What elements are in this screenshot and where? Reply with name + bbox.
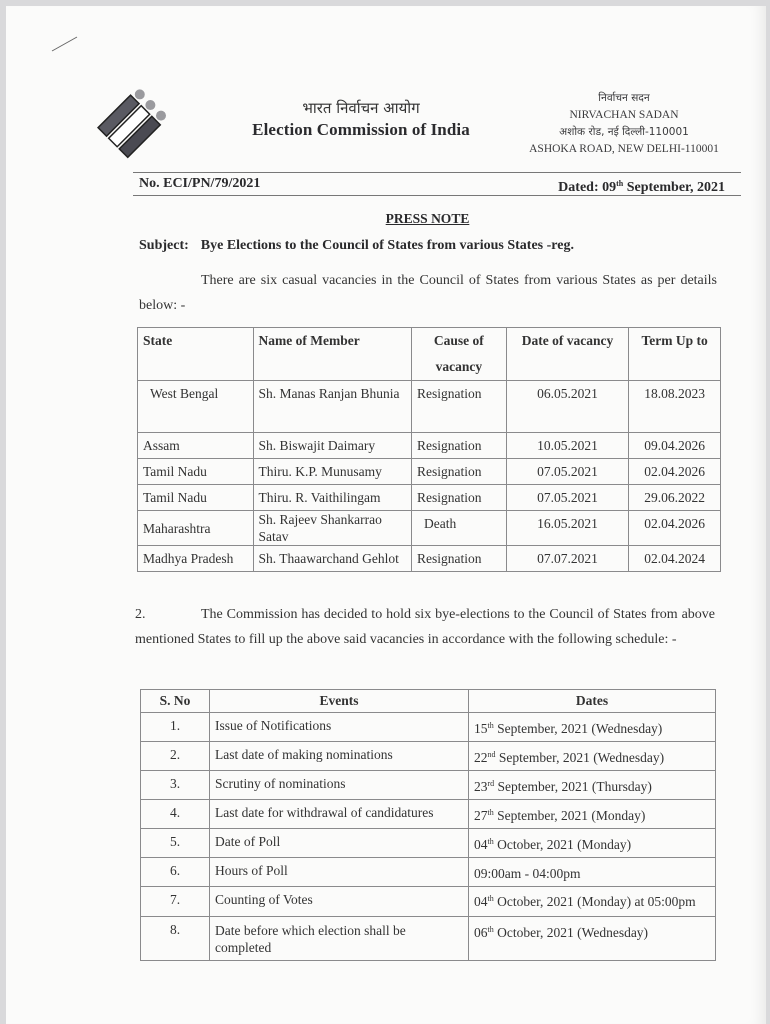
cell-event: Counting of Votes xyxy=(210,887,469,917)
cell-term: 18.08.2023 xyxy=(629,381,721,433)
cell-event: Issue of Notifications xyxy=(210,713,469,742)
cell-date xyxy=(469,800,716,829)
date-sup: rd xyxy=(487,779,495,788)
date-day: 09:00am - 04:00pm xyxy=(474,866,581,881)
org-heading xyxy=(236,98,486,140)
cell-member: Sh. Biswajit Daimary xyxy=(253,433,411,459)
header-events: Events xyxy=(210,690,469,713)
table-row xyxy=(138,485,721,511)
document-title: PRESS NOTE xyxy=(385,211,470,226)
date-rest: September, 2021 (Monday) xyxy=(493,808,646,823)
cell-state: West Bengal xyxy=(138,381,254,433)
vacancy-table xyxy=(137,327,721,572)
table-row xyxy=(138,433,721,459)
date-sup: th xyxy=(487,808,494,817)
date-suffix: September, 2021 xyxy=(623,180,725,195)
cell-sno: 1. xyxy=(141,713,210,742)
date-sup: th xyxy=(616,179,624,188)
header-cause: Cause of vacancy xyxy=(411,328,506,381)
date-day: 23 xyxy=(474,779,488,794)
cell-date xyxy=(469,771,716,800)
date-day: 22 xyxy=(474,750,488,765)
cell-date: 10.05.2021 xyxy=(506,433,629,459)
header-term: Term Up to xyxy=(629,328,721,381)
date-rest: September, 2021 (Wednesday) xyxy=(493,721,663,736)
date-day: 04 xyxy=(474,894,488,909)
cell-event: Date before which election shall be completed xyxy=(210,917,469,961)
header-dates: Dates xyxy=(469,690,716,713)
table-row xyxy=(138,381,721,433)
document-page xyxy=(6,6,766,1024)
paragraph-number: 2. xyxy=(135,607,146,622)
address-english-line-2: ASHOKA ROAD, NEW DELHI-110001 xyxy=(529,143,719,155)
table-row xyxy=(141,829,716,858)
cell-date xyxy=(469,887,716,917)
date-day: 04 xyxy=(474,837,488,852)
cell-member: Sh. Manas Ranjan Bhunia xyxy=(253,381,411,433)
org-address xyxy=(514,90,734,158)
schedule-table xyxy=(140,689,716,961)
cell-sno: 6. xyxy=(141,858,210,887)
table-row xyxy=(141,800,716,829)
header-member: Name of Member xyxy=(253,328,411,381)
cell-member: Thiru. R. Vaithilingam xyxy=(253,485,411,511)
date-day: 27 xyxy=(474,808,488,823)
cell-date xyxy=(469,858,716,887)
cell-state: Tamil Nadu xyxy=(138,485,254,511)
cell-member: Thiru. K.P. Munusamy xyxy=(253,459,411,485)
cell-sno: 5. xyxy=(141,829,210,858)
date-rest: October, 2021 (Monday) xyxy=(493,837,632,852)
header-date: Date of vacancy xyxy=(506,328,629,381)
cell-cause: Resignation xyxy=(411,546,506,572)
cell-cause: Resignation xyxy=(411,485,506,511)
cell-event: Scrutiny of nominations xyxy=(210,771,469,800)
address-hindi-line-1: निर्वाचन सदन xyxy=(598,92,650,104)
date-sup: th xyxy=(487,721,494,730)
cell-event: Last date for withdrawal of candidatures xyxy=(210,800,469,829)
subject-line xyxy=(139,238,574,254)
cell-term: 29.06.2022 xyxy=(629,485,721,511)
cell-event: Date of Poll xyxy=(210,829,469,858)
cell-state: Maharashtra xyxy=(138,511,254,546)
date-day: 06 xyxy=(474,925,488,940)
cell-cause: Death xyxy=(411,511,506,546)
table-header-row xyxy=(141,690,716,713)
cell-state: Assam xyxy=(138,433,254,459)
table-row xyxy=(138,511,721,546)
header-sno: S. No xyxy=(141,690,210,713)
cell-term: 02.04.2026 xyxy=(629,459,721,485)
cell-sno: 3. xyxy=(141,771,210,800)
cell-event: Hours of Poll xyxy=(210,858,469,887)
table-row xyxy=(141,713,716,742)
cell-date: 07.07.2021 xyxy=(506,546,629,572)
date-sup: nd xyxy=(487,750,496,759)
date-sup: th xyxy=(487,837,494,846)
date-day: 15 xyxy=(474,721,488,736)
cell-date: 07.05.2021 xyxy=(506,485,629,511)
cell-date xyxy=(469,742,716,771)
table-row xyxy=(141,917,716,961)
date-rest: September, 2021 (Thursday) xyxy=(494,779,652,794)
cell-date xyxy=(469,917,716,961)
date-rest: October, 2021 (Wednesday) xyxy=(493,925,649,940)
cell-sno: 8. xyxy=(141,917,210,961)
paragraph-2-text: The Commission has decided to hold six bye-elections to the Council of States from above mentioned States to fill up the above said vacancies in accordance with the following schedule: - xyxy=(135,607,715,647)
date-sup: th xyxy=(487,894,494,903)
eci-ballot-logo-icon xyxy=(92,82,172,162)
org-name-hindi: भारत निर्वाचन आयोग xyxy=(302,99,420,117)
cell-term: 09.04.2026 xyxy=(629,433,721,459)
table-row xyxy=(138,546,721,572)
header-state: State xyxy=(138,328,254,381)
cell-sno: 7. xyxy=(141,887,210,917)
pen-mark-icon xyxy=(50,34,80,54)
address-hindi-line-2: अशोक रोड, नई दिल्ली-110001 xyxy=(559,126,689,138)
cell-state: Tamil Nadu xyxy=(138,459,254,485)
table-header-row xyxy=(138,328,721,381)
paragraph-2 xyxy=(135,602,715,652)
cell-term: 02.04.2026 xyxy=(629,511,721,546)
date-rest: October, 2021 (Monday) at 05:00pm xyxy=(493,894,696,909)
cell-date: 16.05.2021 xyxy=(506,511,629,546)
table-row xyxy=(138,459,721,485)
cell-sno: 2. xyxy=(141,742,210,771)
subject-text: Bye Elections to the Council of States from various States -reg. xyxy=(200,238,574,253)
table-row xyxy=(141,887,716,917)
org-name-english: Election Commission of India xyxy=(252,120,470,139)
reference-bar xyxy=(133,172,741,196)
date-rest: September, 2021 (Wednesday) xyxy=(495,750,665,765)
cell-event: Last date of making nominations xyxy=(210,742,469,771)
table-row xyxy=(141,771,716,800)
reference-number: No. ECI/PN/79/2021 xyxy=(139,176,261,191)
date-sup: th xyxy=(487,925,494,934)
reference-date xyxy=(558,173,725,199)
paragraph-1: There are six casual vacancies in the Council of States from various States as per details below: - xyxy=(139,273,717,313)
cell-cause: Resignation xyxy=(411,459,506,485)
cell-cause: Resignation xyxy=(411,381,506,433)
cell-member: Sh. Rajeev Shankarrao Satav xyxy=(253,511,411,546)
cell-term: 02.04.2024 xyxy=(629,546,721,572)
subject-label: Subject: xyxy=(139,238,189,253)
cell-date xyxy=(469,713,716,742)
cell-date xyxy=(469,829,716,858)
table-row xyxy=(141,858,716,887)
cell-cause: Resignation xyxy=(411,433,506,459)
cell-sno: 4. xyxy=(141,800,210,829)
address-english-line-1: NIRVACHAN SADAN xyxy=(569,109,679,121)
date-prefix: Dated: 09 xyxy=(558,180,617,195)
cell-state: Madhya Pradesh xyxy=(138,546,254,572)
cell-date: 06.05.2021 xyxy=(506,381,629,433)
table-row xyxy=(141,742,716,771)
cell-member: Sh. Thaawarchand Gehlot xyxy=(253,546,411,572)
cell-date: 07.05.2021 xyxy=(506,459,629,485)
